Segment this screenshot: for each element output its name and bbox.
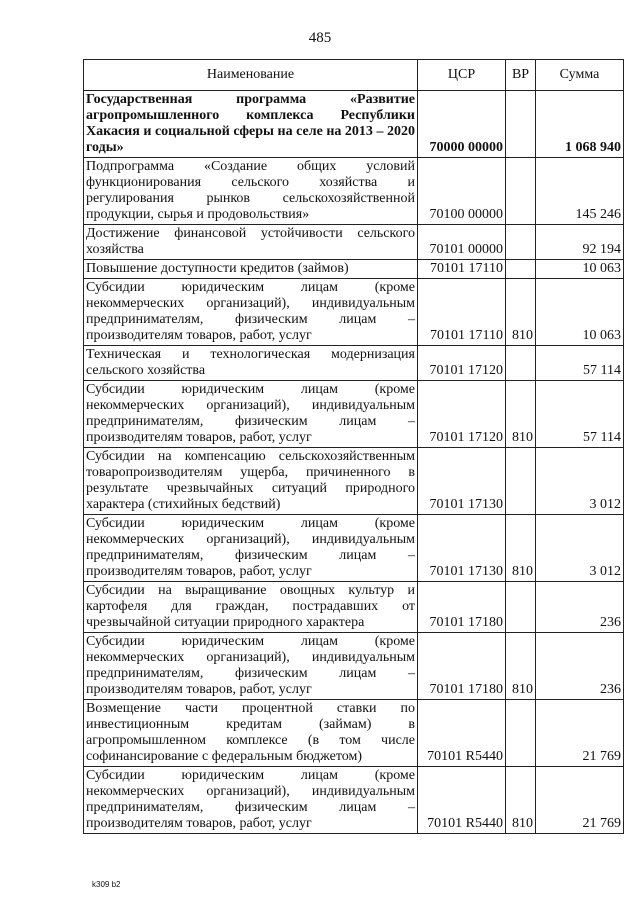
row-name: Субсидии на компенсацию сельскохозяйственным товаропроизводителям ущерба, причиненного в результате чрезвычайных ситуаций природного характера (стихийных бедствий) — [84, 448, 418, 515]
row-csr: 70101 17180 — [418, 582, 506, 633]
footer-code: k309 b2 — [92, 880, 121, 889]
row-vr — [506, 158, 536, 225]
row-name: Субсидии юридическим лицам (кроме некоммерческих организаций), индивидуальным предпринимателям, физическим лицам – производителям товаров, работ, услуг — [84, 767, 418, 834]
header-vr: ВР — [506, 60, 536, 91]
row-vr: 810 — [506, 381, 536, 448]
table-row — [84, 448, 624, 515]
row-csr: 70101 17120 — [418, 381, 506, 448]
table-row — [84, 158, 624, 225]
row-name: Повышение доступности кредитов (займов) — [84, 260, 418, 279]
row-vr: 810 — [506, 515, 536, 582]
row-vr: 810 — [506, 767, 536, 834]
row-sum: 1 068 940 — [536, 91, 624, 158]
row-name: Техническая и технологическая модернизация сельского хозяйства — [84, 346, 418, 381]
row-name: Субсидии на выращивание овощных культур и картофеля для граждан, пострадавших от чрезвычайной ситуации природного характера — [84, 582, 418, 633]
row-sum: 92 194 — [536, 225, 624, 260]
row-sum: 21 769 — [536, 767, 624, 834]
table-row — [84, 225, 624, 260]
row-name: Достижение финансовой устойчивости сельского хозяйства — [84, 225, 418, 260]
row-vr — [506, 448, 536, 515]
row-vr — [506, 346, 536, 381]
row-sum: 3 012 — [536, 448, 624, 515]
row-sum: 10 063 — [536, 260, 624, 279]
table-row — [84, 515, 624, 582]
row-csr: 70101 17110 — [418, 279, 506, 346]
table-row — [84, 346, 624, 381]
row-vr — [506, 582, 536, 633]
row-csr: 70101 17120 — [418, 346, 506, 381]
row-vr — [506, 91, 536, 158]
row-csr: 70101 00000 — [418, 225, 506, 260]
row-vr — [506, 260, 536, 279]
row-name: Государственная программа «Развитие агропромышленного комплекса Республики Хакасия и социальной сферы на селе на 2013 – 2020 годы» — [84, 91, 418, 158]
row-sum: 10 063 — [536, 279, 624, 346]
table-header-row — [84, 60, 624, 91]
header-name: Наименование — [84, 60, 418, 91]
row-csr: 70000 00000 — [418, 91, 506, 158]
row-name: Подпрограмма «Создание общих условий функционирования сельского хозяйства и регулирования рынков сельскохозяйственной продукции, сырья и продовольствия» — [84, 158, 418, 225]
row-csr: 70100 00000 — [418, 158, 506, 225]
row-vr — [506, 225, 536, 260]
row-sum: 21 769 — [536, 700, 624, 767]
row-sum: 236 — [536, 582, 624, 633]
budget-table — [83, 59, 624, 834]
row-csr: 70101 17130 — [418, 448, 506, 515]
row-csr: 70101 R5440 — [418, 700, 506, 767]
row-vr: 810 — [506, 633, 536, 700]
row-sum: 57 114 — [536, 381, 624, 448]
row-csr: 70101 17130 — [418, 515, 506, 582]
table-row — [84, 279, 624, 346]
header-csr: ЦСР — [418, 60, 506, 91]
table-row — [84, 381, 624, 448]
row-csr: 70101 R5440 — [418, 767, 506, 834]
row-sum: 145 246 — [536, 158, 624, 225]
header-sum: Сумма — [536, 60, 624, 91]
table-row — [84, 767, 624, 834]
row-name: Субсидии юридическим лицам (кроме некоммерческих организаций), индивидуальным предпринимателям, физическим лицам – производителям товаров, работ, услуг — [84, 381, 418, 448]
table-row — [84, 91, 624, 158]
row-name: Субсидии юридическим лицам (кроме некоммерческих организаций), индивидуальным предпринимателям, физическим лицам – производителям товаров, работ, услуг — [84, 633, 418, 700]
row-csr: 70101 17110 — [418, 260, 506, 279]
table-row — [84, 700, 624, 767]
row-vr: 810 — [506, 279, 536, 346]
row-sum: 3 012 — [536, 515, 624, 582]
row-sum: 57 114 — [536, 346, 624, 381]
row-sum: 236 — [536, 633, 624, 700]
row-name: Субсидии юридическим лицам (кроме некоммерческих организаций), индивидуальным предпринимателям, физическим лицам – производителям товаров, работ, услуг — [84, 515, 418, 582]
table-row — [84, 633, 624, 700]
row-name: Субсидии юридическим лицам (кроме некоммерческих организаций), индивидуальным предпринимателям, физическим лицам – производителям товаров, работ, услуг — [84, 279, 418, 346]
row-csr: 70101 17180 — [418, 633, 506, 700]
row-name: Возмещение части процентной ставки по инвестиционным кредитам (займам) в агропромышленном комплексе (в том числе софинансирование с федеральным бюджетом) — [84, 700, 418, 767]
row-vr — [506, 700, 536, 767]
table-row — [84, 582, 624, 633]
table-row — [84, 260, 624, 279]
page-number: 485 — [308, 30, 332, 46]
